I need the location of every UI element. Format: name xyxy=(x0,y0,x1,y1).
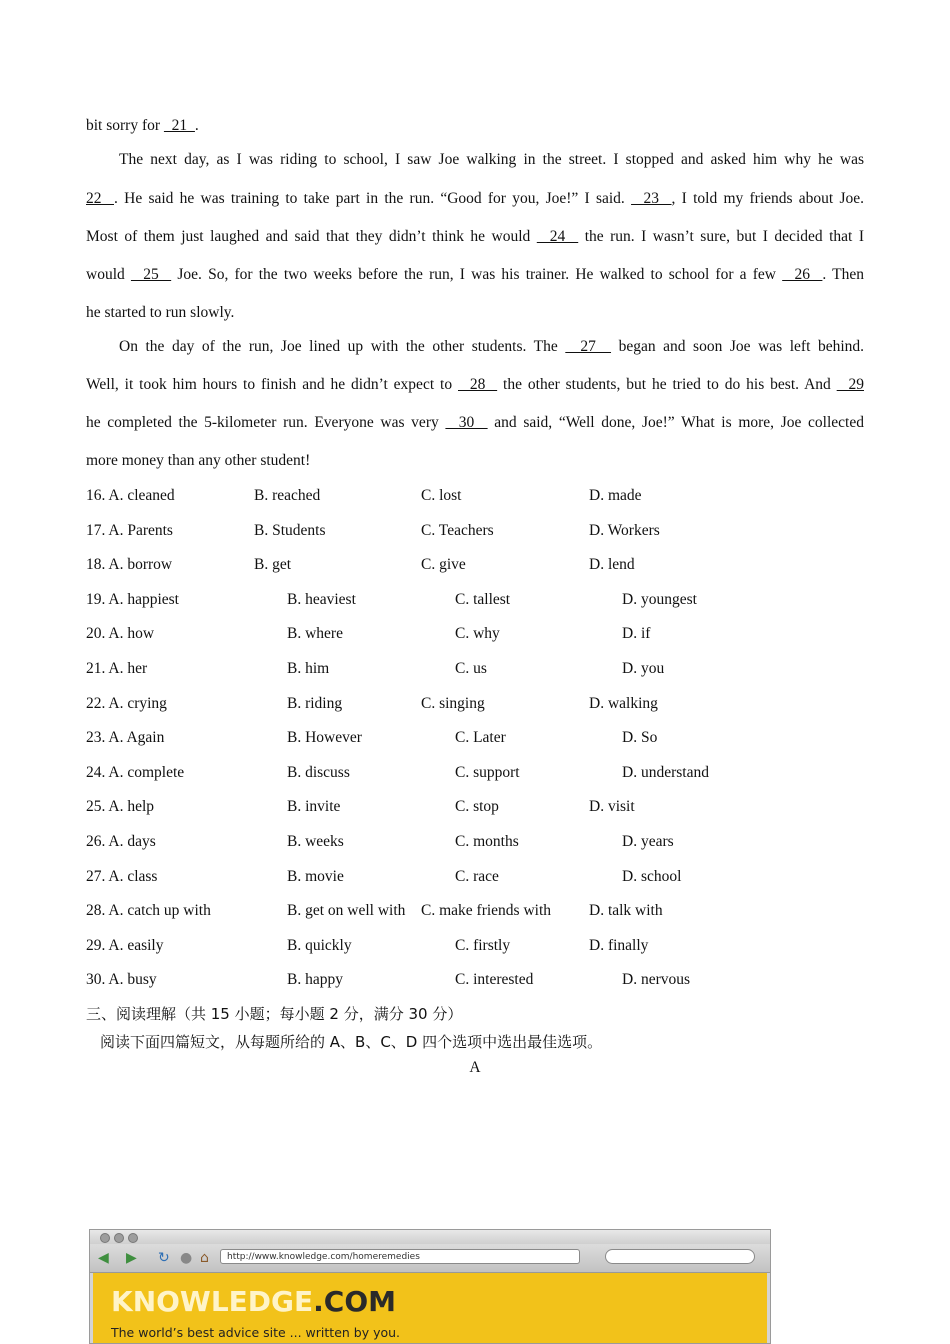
passage-line: more money than any other student! xyxy=(86,452,311,469)
question-row xyxy=(86,729,864,749)
option-b: B. Students xyxy=(254,521,326,539)
passage-line: The next day, as I was riding to school, I saw Joe walking in the street. I stopped and asked him why he was xyxy=(119,151,864,168)
question-row xyxy=(86,591,864,611)
option-a: 17. A. Parents xyxy=(86,521,173,539)
passage-line xyxy=(86,338,864,356)
stop-icon: ● xyxy=(180,1250,193,1266)
option-a: 20. A. how xyxy=(86,625,155,643)
answer-blank: 22 xyxy=(86,190,114,207)
passage-line xyxy=(86,266,864,284)
option-b: B. movie xyxy=(287,867,344,885)
option-d: D. talk with xyxy=(589,902,663,920)
option-d: D. So xyxy=(622,729,658,747)
browser-screenshot xyxy=(89,1229,771,1344)
zoom-window-icon xyxy=(128,1233,138,1243)
browser-toolbar xyxy=(90,1244,770,1273)
passage-text: Joe. So, for the two weeks before the run, I was his trainer. He walked to school for a few xyxy=(171,266,783,283)
option-b: B. where xyxy=(287,625,343,643)
option-d: D. visit xyxy=(589,798,635,816)
option-d: D. nervous xyxy=(622,971,691,989)
option-d: D. school xyxy=(622,867,682,885)
option-a: 19. A. happiest xyxy=(86,590,179,608)
reload-icon: ↻ xyxy=(158,1250,170,1266)
option-b: B. heaviest xyxy=(287,590,356,608)
question-row xyxy=(86,695,864,715)
passage-text: the run. I wasn’t sure, but I decided that I xyxy=(578,228,864,245)
back-arrow-icon: ◀ xyxy=(98,1250,109,1266)
option-b: B. However xyxy=(287,729,362,747)
option-b: B. get on well with xyxy=(287,902,406,920)
question-row xyxy=(86,660,864,680)
answer-blank: 24 xyxy=(536,228,579,245)
option-a: 21. A. her xyxy=(86,660,148,677)
option-c: C. tallest xyxy=(455,590,511,608)
question-row xyxy=(86,902,864,922)
answer-blank: 23 xyxy=(631,190,672,207)
option-d: D. Workers xyxy=(589,521,660,539)
passage-text: . He said he was training to take part in the run. “Good for you, Joe!” I said. xyxy=(114,190,632,207)
option-c: C. lost xyxy=(421,487,462,504)
option-d: D. you xyxy=(622,660,665,677)
option-a: 22. A. crying xyxy=(86,694,167,712)
option-b: B. invite xyxy=(287,798,341,816)
question-row xyxy=(86,798,864,818)
passage-text: began and soon Joe was left behind. xyxy=(611,338,865,355)
option-c: C. why xyxy=(455,625,500,643)
option-b: B. happy xyxy=(287,971,343,989)
option-c: C. race xyxy=(455,867,499,885)
option-a: 16. A. cleaned xyxy=(86,487,175,504)
option-c: C. Later xyxy=(455,729,506,747)
option-a: 27. A. class xyxy=(86,867,158,885)
option-b: B. discuss xyxy=(287,763,350,781)
passage-text: and said, “Well done, Joe!” What is more, Joe collected xyxy=(487,414,864,431)
option-b: B. reached xyxy=(254,487,321,504)
option-d: D. lend xyxy=(589,556,635,574)
option-c: C. firstly xyxy=(455,936,511,954)
option-d: D. youngest xyxy=(622,590,697,608)
answer-blank: 26 xyxy=(782,266,823,283)
option-a: 18. A. borrow xyxy=(86,556,173,574)
answer-blank: 28 xyxy=(458,376,498,393)
question-row xyxy=(86,764,864,784)
site-banner xyxy=(93,1273,767,1343)
option-d: D. years xyxy=(622,833,674,850)
option-b: B. get xyxy=(254,556,292,574)
answer-blank: 21 xyxy=(163,117,195,134)
option-a: 26. A. days xyxy=(86,833,156,850)
option-a: 28. A. catch up with xyxy=(86,902,211,920)
option-c: C. stop xyxy=(455,798,499,816)
answer-blank: 30 xyxy=(445,414,488,431)
passage-text: Most of them just laughed and said that they didn’t think he would xyxy=(86,228,537,245)
option-c: C. months xyxy=(455,833,519,850)
passage-label: A xyxy=(469,1059,481,1076)
passage-line xyxy=(86,117,199,135)
forward-arrow-icon: ▶ xyxy=(126,1250,137,1266)
passage-text: would xyxy=(86,266,131,283)
answer-blank: 27 xyxy=(565,338,612,355)
answer-blank: 25 xyxy=(130,266,172,283)
question-row xyxy=(86,833,864,853)
option-d: D. if xyxy=(622,625,651,643)
question-row xyxy=(86,971,864,991)
option-d: D. understand xyxy=(622,763,709,781)
passage-text: , I told my friends about Joe. xyxy=(671,190,865,207)
option-c: C. make friends with xyxy=(421,902,552,920)
option-c: C. Teachers xyxy=(421,521,494,539)
section-heading: 三、阅读理解（共 15 小题；每小题 2 分，满分 30 分） xyxy=(86,1005,463,1023)
option-b: B. him xyxy=(287,660,330,677)
question-row xyxy=(86,868,864,888)
question-row xyxy=(86,522,864,542)
option-a: 30. A. busy xyxy=(86,971,157,989)
passage-line xyxy=(86,414,864,432)
browser-titlebar xyxy=(90,1230,770,1244)
passage-line xyxy=(86,376,864,394)
option-c: C. us xyxy=(455,660,487,677)
passage-text: On the day of the run, Joe lined up with the other students. The xyxy=(119,338,566,355)
passage-text: Well, it took him hours to finish and he didn’t expect to xyxy=(86,376,458,393)
question-row xyxy=(86,937,864,957)
minimize-window-icon xyxy=(114,1233,124,1243)
passage-text: the other students, but he tried to do his best. And xyxy=(497,376,837,393)
passage-text: he completed the 5-kilometer run. Everyone was very xyxy=(86,414,446,431)
option-a: 29. A. easily xyxy=(86,936,164,954)
option-d: D. made xyxy=(589,487,642,504)
passage-text: . xyxy=(194,117,199,134)
option-c: C. singing xyxy=(421,694,485,712)
question-row xyxy=(86,625,864,645)
option-c: C. interested xyxy=(455,971,534,989)
option-a: 24. A. complete xyxy=(86,763,185,781)
site-logo: KNOWLEDGE.COM xyxy=(111,1285,396,1318)
option-c: C. support xyxy=(455,763,520,781)
search-field xyxy=(605,1249,755,1264)
passage-line xyxy=(86,190,864,208)
option-c: C. give xyxy=(421,556,466,574)
section-instruction: 阅读下面四篇短文，从每题所给的 A、B、C、D 四个选项中选出最佳选项。 xyxy=(100,1033,603,1051)
option-d: D. finally xyxy=(589,936,649,954)
home-icon: ⌂ xyxy=(200,1250,209,1266)
passage-line: he started to run slowly. xyxy=(86,304,235,321)
option-a: 23. A. Again xyxy=(86,729,165,747)
question-row xyxy=(86,487,864,507)
passage-line xyxy=(86,228,864,246)
option-b: B. quickly xyxy=(287,936,352,954)
address-bar: http://www.knowledge.com/homeremedies xyxy=(220,1249,580,1264)
option-b: B. weeks xyxy=(287,833,344,850)
option-d: D. walking xyxy=(589,694,658,712)
answer-blank: 29 xyxy=(836,376,864,393)
passage-text: . Then xyxy=(822,266,865,283)
passage-text: bit sorry for xyxy=(86,117,164,134)
option-a: 25. A. help xyxy=(86,798,155,816)
close-window-icon xyxy=(100,1233,110,1243)
site-tagline: The world’s best advice site ... written by you. xyxy=(111,1325,401,1340)
question-row xyxy=(86,556,864,576)
option-b: B. riding xyxy=(287,694,343,712)
